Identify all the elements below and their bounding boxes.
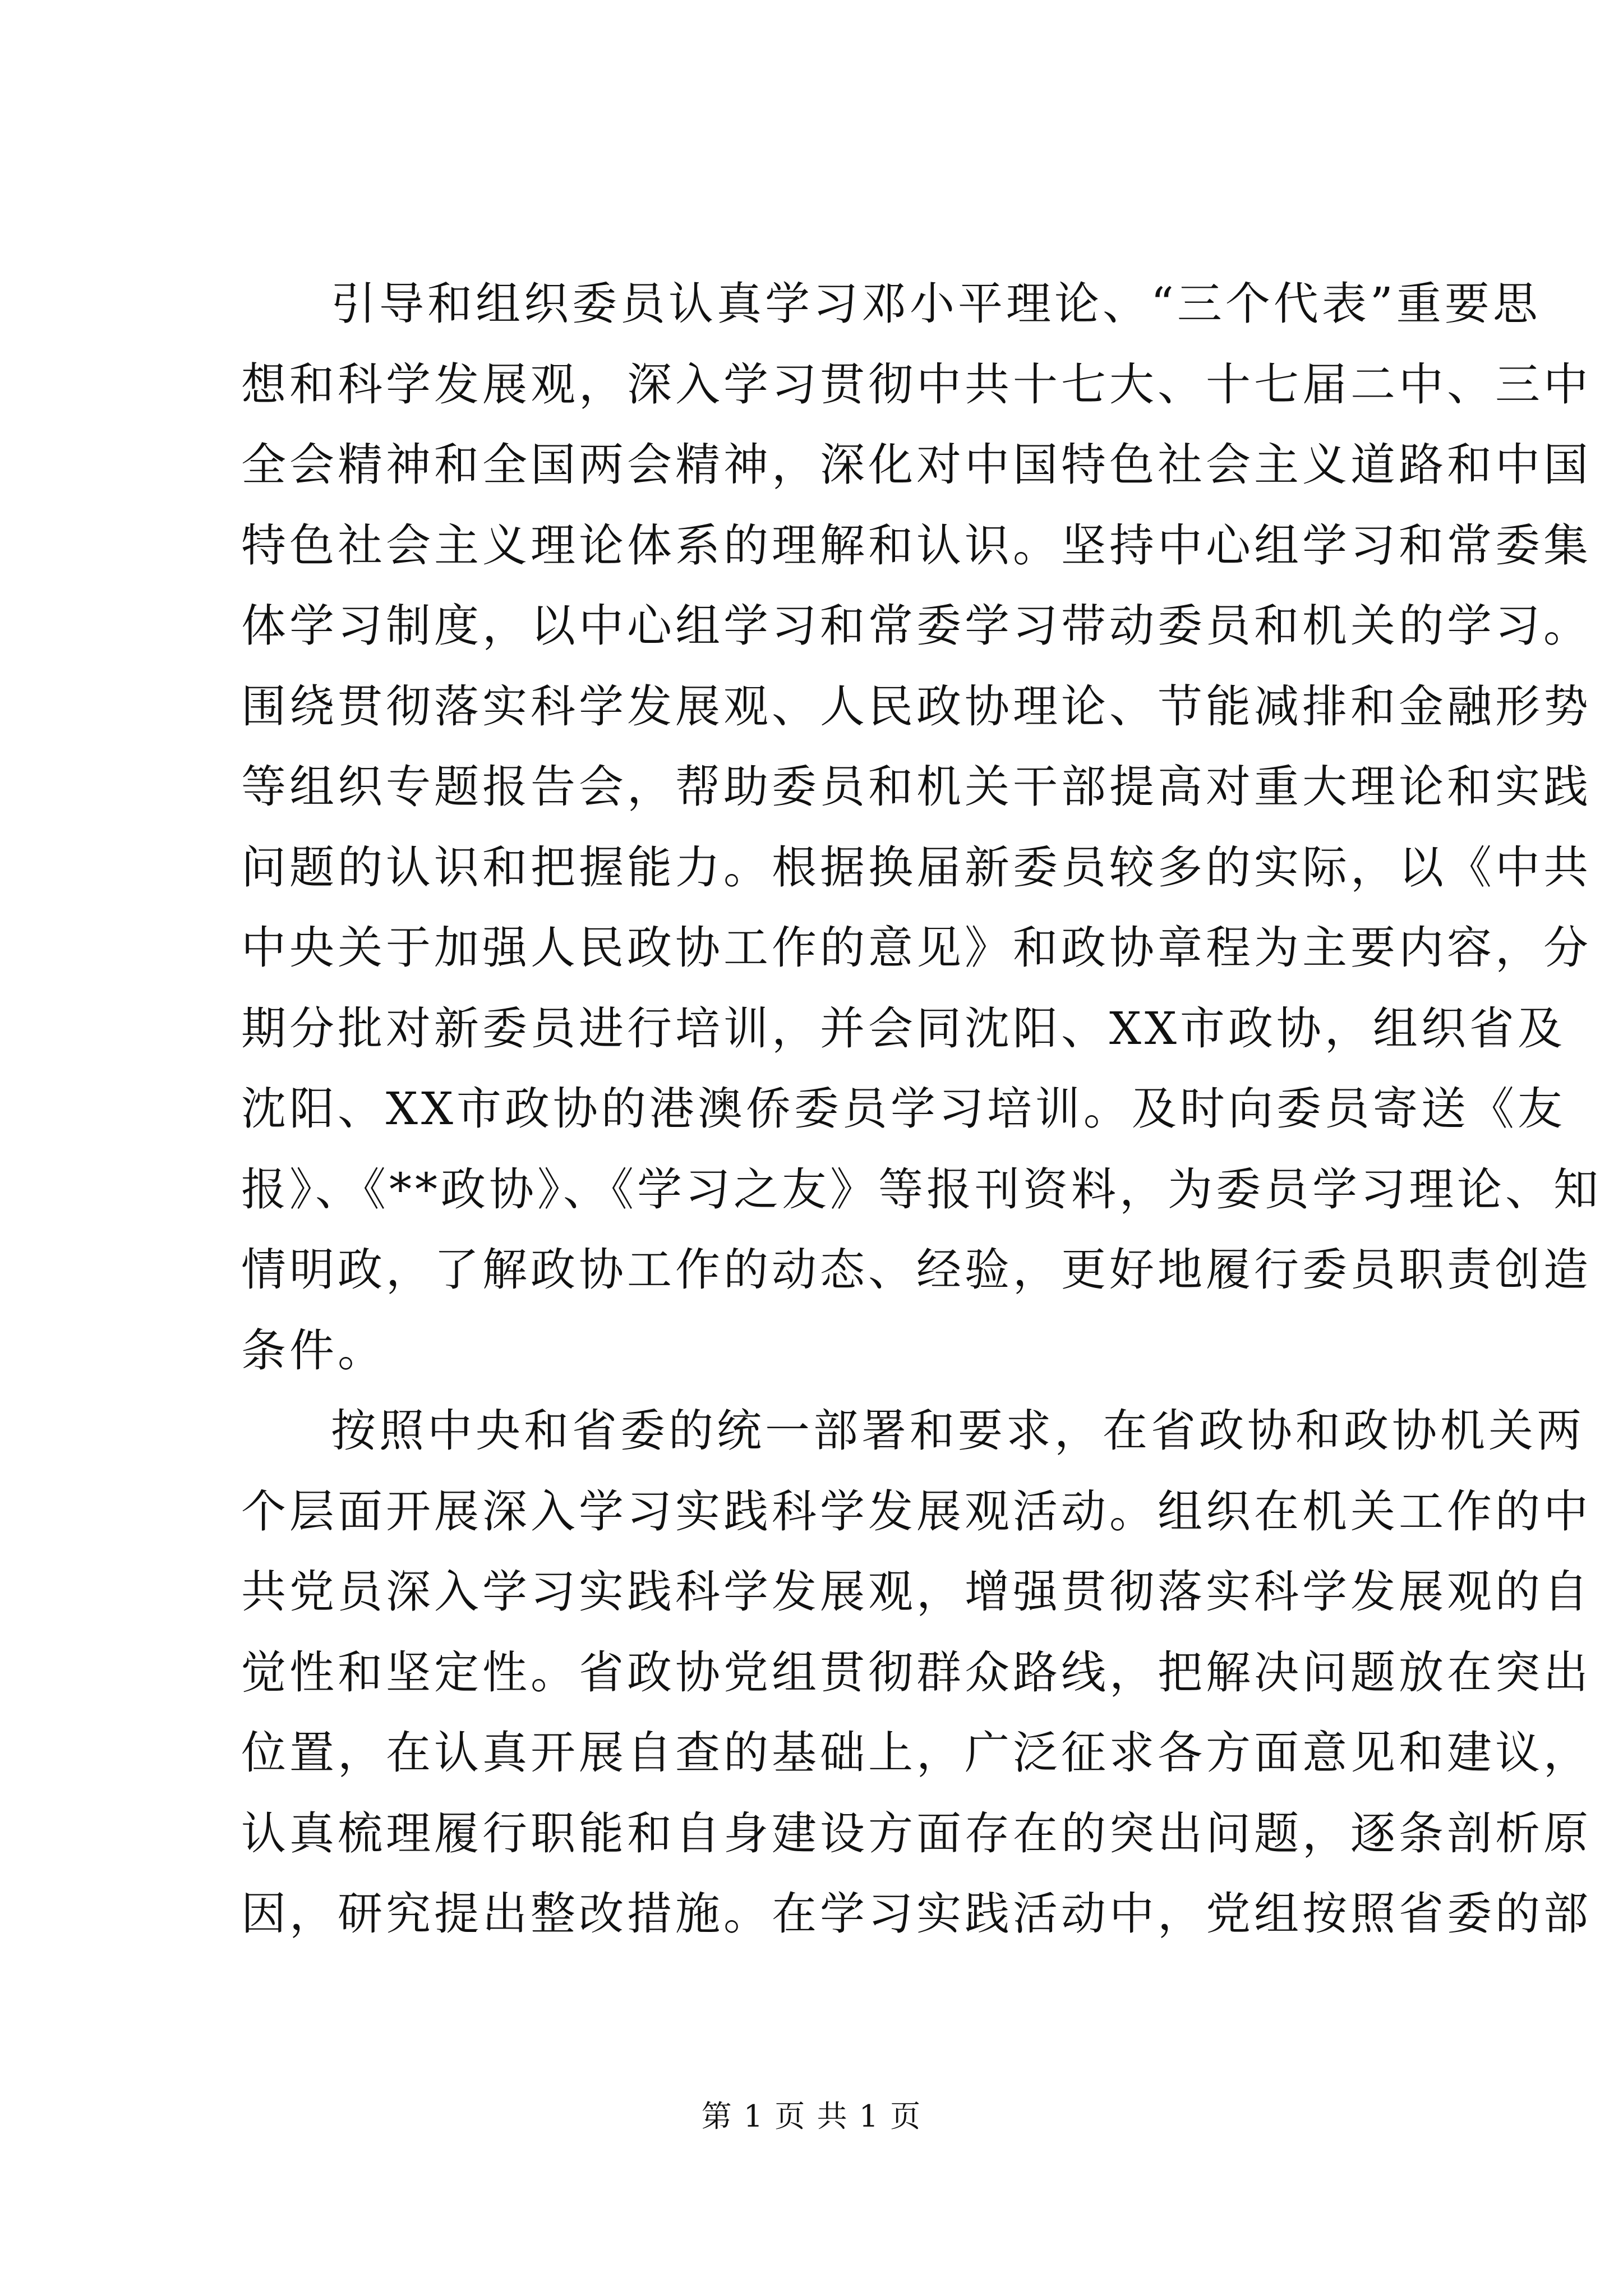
paragraph-line: 认真梳理履行职能和自身建设方面存在的突出问题，逐条剖析原 [241,1807,1592,1860]
paragraph-line: 沈阳、XX市政协的港澳侨委员学习培训。及时向委员寄送《友 [241,1083,1566,1135]
paragraph-line: 个层面开展深入学习实践科学发展观活动。组织在机关工作的中 [241,1485,1592,1538]
document-body [241,264,1602,1954]
paragraph-line: 想和科学发展观，深入学习贯彻中共十七大、十七届二中、三中 [241,358,1592,411]
paragraph-line: 按照中央和省委的统一部署和要求，在省政协和政协机关两 [331,1405,1585,1457]
paragraph-line: 情明政，了解政协工作的动态、经验，更好地履行委员职责创造 [241,1244,1592,1296]
paragraph-line: 位置，在认真开展自查的基础上，广泛征求各方面意见和建议， [241,1727,1592,1779]
paragraph-line: 问题的认识和把握能力。根据换届新委员较多的实际，以《中共 [241,841,1592,894]
paragraph-line: 觉性和坚定性。省政协党组贯彻群众路线，把解决问题放在突出 [241,1646,1592,1699]
paragraph-line: 围绕贯彻落实科学发展观、人民政协理论、节能减排和金融形势 [241,680,1592,733]
paragraph-line: 等组织专题报告会，帮助委员和机关干部提高对重大理论和实践 [241,761,1592,813]
paragraph-line: 报》、《**政协》、《学习之友》等报刊资料，为委员学习理论、知 [241,1163,1602,1216]
paragraph-2 [241,1391,1592,1954]
paragraph-line: 共党员深入学习实践科学发展观，增强贯彻落实科学发展观的自 [241,1566,1592,1618]
paragraph-line: 体学习制度，以中心组学习和常委学习带动委员和机关的学习。 [241,600,1592,652]
paragraph-line: 中央关于加强人民政协工作的意见》和政协章程为主要内容，分 [241,922,1592,974]
paragraph-line: 全会精神和全国两会精神，深化对中国特色社会主义道路和中国 [241,439,1592,491]
paragraph-line: 条件。 [241,1324,386,1377]
paragraph-line: 特色社会主义理论体系的理解和认识。坚持中心组学习和常委集 [241,519,1592,572]
paragraph-1 [241,264,1602,1391]
paragraph-line: 期分批对新委员进行培训，并会同沈阳、XX市政协，组织省及 [241,1002,1566,1055]
paragraph-line: 因，研究提出整改措施。在学习实践活动中，党组按照省委的部 [241,1888,1592,1940]
paragraph-line: 引导和组织委员认真学习邓小平理论、“三个代表”重要思 [331,278,1541,330]
page-number-footer: 第 1 页 共 1 页 [701,2099,922,2134]
